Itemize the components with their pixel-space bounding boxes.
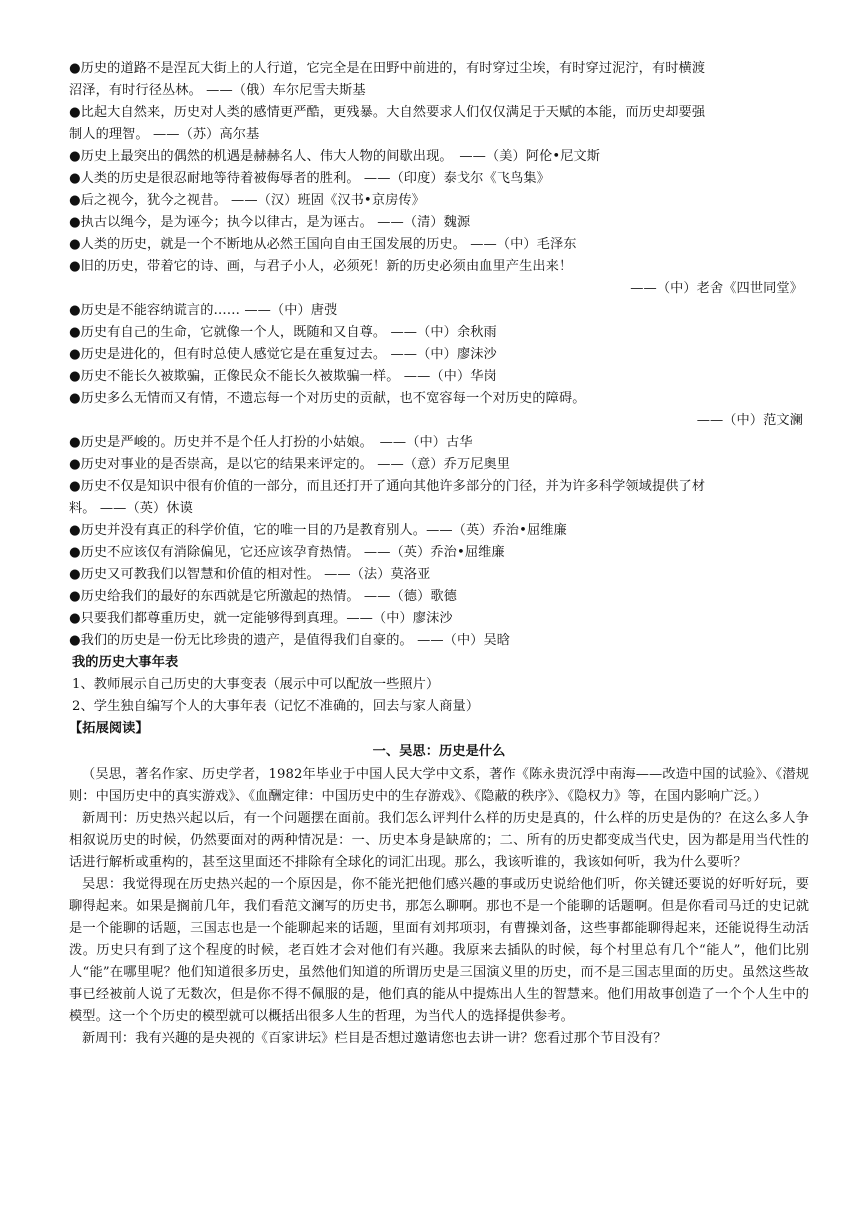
article-title: 一、吴思：历史是什么 (372, 744, 506, 759)
list-item: 1、教师展示自己历史的大事变表（展示中可以配放一些照片） (72, 677, 440, 692)
quote: ●历史又可教我们以智慧和价值的相对性。 ——（法）莫洛亚 (69, 567, 431, 582)
extended-reading-section (69, 718, 809, 1050)
paragraph: 新周刊：历史热兴起以后，有一个问题摆在面前。我们怎么评判什么样的历史是真的，什么样的历史是伪的？在这么多人争相叙说历史的时候，仍然要面对的两种情况是：一、历史本身是缺席的；二、所有的历史都变成当代史，因为都是用当代性的话进行解析或重构的，甚至这里面还不排除有全球化的词汇出现。那么，我该听谁的，我该如何听，我为什么要听？ (69, 811, 809, 870)
quote: ●我们的历史是一份无比珍贵的遗产，是值得我们自豪的。 ——（中）吴晗 (69, 633, 511, 648)
section-label: 【拓展阅读】 (69, 721, 149, 736)
list-item: 2、学生独自编写个人的大事年表（记忆不准确的，回去与家人商量） (72, 699, 480, 714)
quote-attribution: ——（中）老舍《四世同堂》 (630, 281, 803, 296)
quote-continuation: 制人的理智。 ——（苏）高尔基 (69, 127, 260, 142)
quote-continuation: 沼泽，有时行径丛林。 ——（俄）车尔尼雪夫斯基 (69, 83, 366, 98)
quote-list (69, 58, 809, 652)
quote: ●历史给我们的最好的东西就是它所激起的热情。 ——（德）歌德 (69, 589, 457, 604)
quote: ●历史是严峻的。历史并不是个任人打扮的小姑娘。 ——（中）古华 (69, 435, 473, 450)
quote: ●历史上最突出的偶然的机遇是赫赫名人、伟大人物的间歇出现。 ——（美）阿伦•尼文斯 (69, 149, 601, 164)
quote: ●历史不仅是知识中很有价值的一部分，而且还打开了通向其他许多部分的门径，并为许多科学领域提供了材 (69, 479, 706, 494)
document-page (69, 58, 809, 1050)
quote: ●历史对事业的是否崇高，是以它的结果来评定的。 ——（意）乔万尼奥里 (69, 457, 511, 472)
quote: ●只要我们都尊重历史，就一定能够得到真理。——（中）廖沫沙 (69, 611, 453, 626)
paragraph: （吴思，著名作家、历史学者，1982年毕业于中国人民大学中文系，著作《陈永贵沉浮中南海——改造中国的试验》、《潜规则：中国历史中的真实游戏》、《血酬定律：中国历史中的生存游戏》、《隐蔽的秩序》、《隐权力》等，在国内影响广泛。） (69, 767, 809, 804)
quote: ●历史并没有真正的科学价值，它的唯一目的乃是教育别人。——（英）乔治•屈维廉 (69, 523, 567, 538)
quote: ●历史的道路不是涅瓦大街上的人行道，它完全是在田野中前进的，有时穿过尘埃，有时穿过泥泞，有时横渡 (69, 61, 706, 76)
quote: ●执古以绳今，是为诬今；执今以律古，是为诬古。 ——（清）魏源 (69, 215, 471, 230)
quote: ●历史是进化的，但有时总使人感觉它是在重复过去。 ——（中）廖沫沙 (69, 347, 497, 362)
timeline-section (69, 652, 809, 718)
quote: ●历史有自己的生命，它就像一个人，既随和又自尊。 ——（中）余秋雨 (69, 325, 497, 340)
section-heading: 我的历史大事年表 (72, 655, 179, 670)
quote: ●历史不能长久被欺骗，正像民众不能长久被欺骗一样。 ——（中）华岗 (69, 369, 497, 384)
quote-attribution: ——（中）范文澜 (696, 413, 803, 428)
quote: ●人类的历史，就是一个不断地从必然王国向自由王国发展的历史。 ——（中）毛泽东 (69, 237, 577, 252)
quote: ●比起大自然来，历史对人类的感情更严酷，更残暴。大自然要求人们仅仅满足于天赋的本能，而历史却要强 (69, 105, 706, 120)
quote: ●旧的历史，带着它的诗、画，与君子小人，必须死！新的历史必须由血里产生出来！ (69, 259, 573, 274)
quote: ●后之视今，犹今之视昔。 ——（汉）班固《汉书•京房传》 (69, 193, 425, 208)
paragraph: 吴思：我觉得现在历史热兴起的一个原因是，你不能光把他们感兴趣的事或历史说给他们听，你关键还要说的好听好玩，要聊得起来。如果是搁前几年，我们看范文澜写的历史书，那怎么聊啊。那也不是一个能聊的话题啊。但是你看司马迁的史记就是一个能聊的话题，三国志也是一个能聊起来的话题，里面有刘邦项羽，有曹操刘备，这些事都能聊得起来，还能说得生动活泼。历史只有到了这个程度的时候，老百姓才会对他们有兴趣。我原来去插队的时候，每个村里总有几个“能人”，他们比别人“能”在哪里呢？他们知道很多历史，虽然他们知道的所谓历史是三国演义里的历史，而不是三国志里面的历史。虽然这些故事已经被前人说了无数次，但是你不得不佩服的是，他们真的能从中提炼出人生的智慧来。他们用故事创造了一个个人生中的模型。这一个个历史的模型就可以概括出很多人生的哲理，为当代人的选择提供参考。 (69, 877, 809, 1024)
quote-continuation: 料。 ——（英）休谟 (69, 501, 193, 516)
quote: ●人类的历史是很忍耐地等待着被侮辱者的胜利。 ——（印度）泰戈尔《飞鸟集》 (69, 171, 550, 186)
quote: ●历史多么无情而又有情，不遗忘每一个对历史的贡献，也不宽容每一个对历史的障碍。 (69, 391, 586, 406)
quote: ●历史是不能容纳谎言的…… ——（中）唐弢 (69, 303, 338, 318)
quote: ●历史不应该仅有消除偏见，它还应该孕育热情。 ——（英）乔治•屈维廉 (69, 545, 505, 560)
paragraph: 新周刊：我有兴趣的是央视的《百家讲坛》栏目是否想过邀请您也去讲一讲？您看过那个节目没有？ (82, 1031, 667, 1046)
